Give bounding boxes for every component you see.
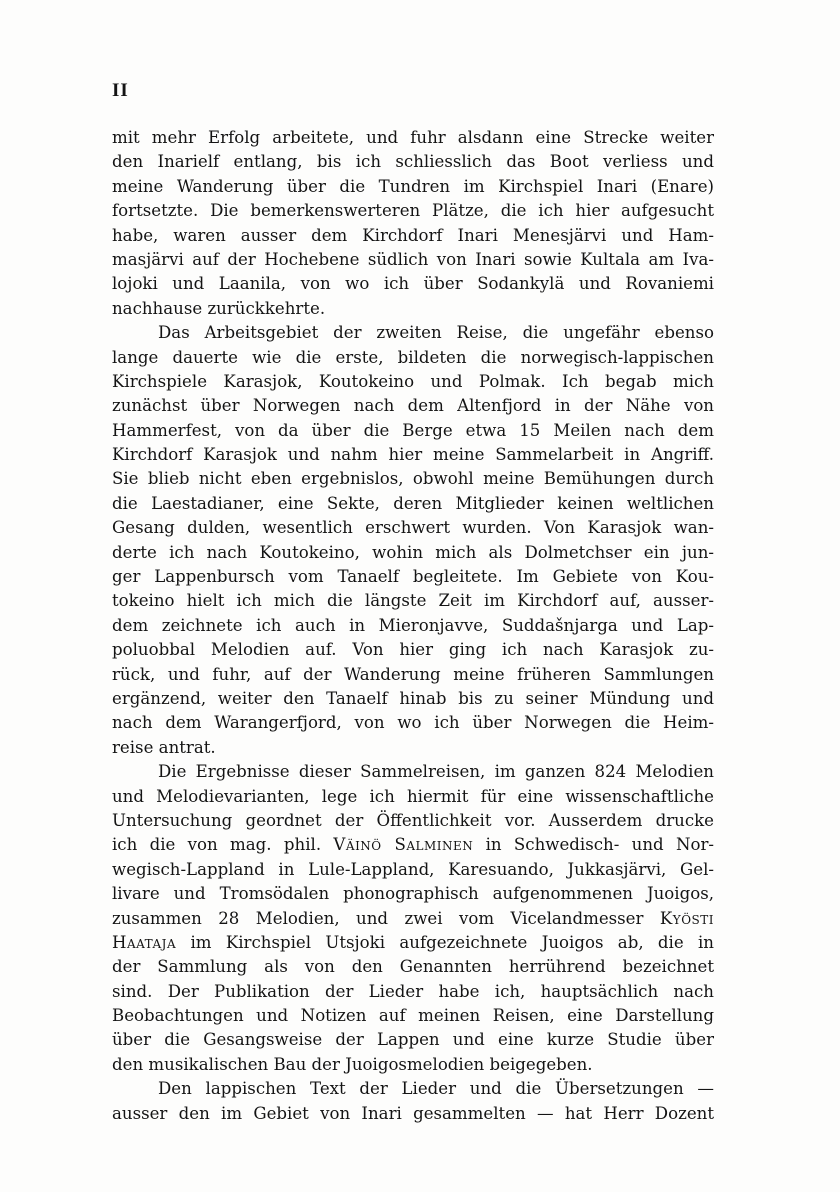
text-line: livare und Tromsödalen phonographisch aufgenommenen Juoigos, xyxy=(112,884,714,904)
text-line: die Laestadianer, eine Sekte, deren Mitglieder keinen weltlichen xyxy=(112,493,714,513)
text-line: Untersuchung geordnet der Öffentlichkeit vor. Ausserdem drucke xyxy=(112,810,714,830)
text-line: derte ich nach Koutokeino, wohin mich als Dolmetchser ein jun- xyxy=(112,542,714,562)
text-line: Den lappischen Text der Lieder und die Übersetzungen — xyxy=(158,1079,714,1099)
paragraph-4 xyxy=(112,1077,714,1126)
text-line: ich die von mag. phil. Väinö Salminen in Schwedisch- und Nor- xyxy=(112,835,714,855)
text-line: reise antrat. xyxy=(112,737,216,757)
text-line: mit mehr Erfolg arbeitete, und fuhr alsdann eine Strecke weiter xyxy=(112,128,714,147)
text-line: und Melodievarianten, lege ich hiermit für eine wissenschaftliche xyxy=(112,786,714,806)
text-line: Kirchspiele Karasjok, Koutokeino und Polmak. Ich begab mich xyxy=(112,371,714,391)
page-number: II xyxy=(112,80,129,101)
text-line: Haataja im Kirchspiel Utsjoki aufgezeichnete Juoigos ab, die in xyxy=(112,932,714,952)
text-line: den musikalischen Bau der Juoigosmelodien beigegeben. xyxy=(112,1054,593,1074)
text-line: habe, waren ausser dem Kirchdorf Inari Menesjärvi und Ham- xyxy=(112,225,714,245)
text-line: dem zeichnete ich auch in Mieronjavve, Suddašnjarga und Lap- xyxy=(112,615,714,635)
text-line: Hammerfest, von da über die Berge etwa 15 Meilen nach dem xyxy=(112,420,714,440)
text-line: nach dem Warangerfjord, von wo ich über Norwegen die Heim- xyxy=(112,713,714,733)
paragraph-2 xyxy=(112,321,714,760)
paragraph-3 xyxy=(112,760,714,1077)
text-line: der Sammlung als von den Genannten herrührend bezeichnet xyxy=(112,957,714,977)
text-line: sind. Der Publikation der Lieder habe ich, hauptsächlich nach xyxy=(112,981,714,1001)
text-line: Die Ergebnisse dieser Sammelreisen, im ganzen 824 Melodien xyxy=(158,762,714,782)
text-line: Kirchdorf Karasjok und nahm hier meine Sammelarbeit in Angriff. xyxy=(112,445,714,465)
text-line: zunächst über Norwegen nach dem Altenfjord in der Nähe von xyxy=(112,396,714,416)
person-name: Haataja xyxy=(112,932,177,952)
paragraph-1 xyxy=(112,126,714,321)
person-name: Kyösti xyxy=(659,908,714,928)
text-line: Beobachtungen und Notizen auf meinen Reisen, eine Darstellung xyxy=(112,1006,714,1026)
text-line: zusammen 28 Melodien, und zwei vom Vicelandmesser Kyösti xyxy=(112,908,714,928)
text-line: ger Lappenbursch vom Tanaelf begleitete. Im Gebiete von Kou- xyxy=(112,567,714,587)
text-line: meine Wanderung über die Tundren im Kirchspiel Inari (Enare) xyxy=(112,176,714,196)
text-line: nachhause zurückkehrte. xyxy=(112,298,326,318)
text-line: lojoki und Laanila, von wo ich über Sodankylä und Rovaniemi xyxy=(112,274,714,294)
text-line: Sie blieb nicht eben ergebnislos, obwohl meine Bemühungen durch xyxy=(112,469,714,489)
text-line: Das Arbeitsgebiet der zweiten Reise, die ungefähr ebenso xyxy=(158,323,714,343)
person-name: Väinö Salminen xyxy=(333,835,474,855)
text-line: den Inarielf entlang, bis ich schliesslich das Boot verliess und xyxy=(112,152,714,172)
text-line: poluobbal Melodien auf. Von hier ging ich nach Karasjok zu- xyxy=(112,640,714,660)
text-line: fortsetzte. Die bemerkenswerteren Plätze, die ich hier aufgesucht xyxy=(112,201,714,221)
text-line: lange dauerte wie die erste, bildeten die norwegisch-lappischen xyxy=(112,347,714,367)
text-line: ausser den im Gebiet von Inari gesammelten — hat Herr Dozent xyxy=(112,1103,714,1123)
text-line: rück, und fuhr, auf der Wanderung meine früheren Sammlungen xyxy=(112,664,714,684)
body-text xyxy=(112,126,714,1126)
text-line: ergänzend, weiter den Tanaelf hinab bis zu seiner Mündung und xyxy=(112,688,714,708)
text-line: über die Gesangsweise der Lappen und eine kurze Studie über xyxy=(112,1030,714,1050)
text-line: Gesang dulden, wesentlich erschwert wurden. Von Karasjok wan- xyxy=(112,518,714,538)
text-line: masjärvi auf der Hochebene südlich von Inari sowie Kultala am Iva- xyxy=(112,249,714,269)
text-line: tokeino hielt ich mich die längste Zeit im Kirchdorf auf, ausser- xyxy=(112,591,714,611)
text-line: wegisch-Lappland in Lule-Lappland, Karesuando, Jukkasjärvi, Gel- xyxy=(112,859,714,879)
